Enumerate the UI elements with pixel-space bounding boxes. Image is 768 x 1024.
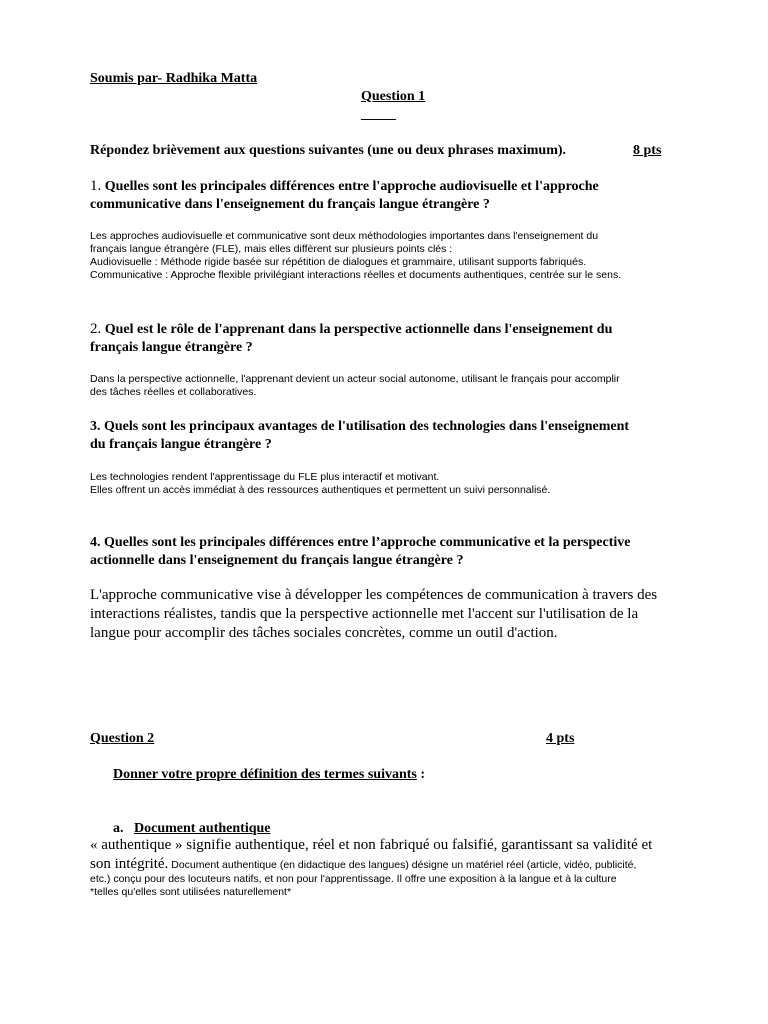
q4-answer-line-1: L'approche communicative vise à développer les compétences de communication à travers des <box>90 587 658 603</box>
q4-title <box>90 534 690 570</box>
item-a-line-2-sans: Document authentique (en didactique des langues) désigne un matériel réel (article, vidéo, publicité, <box>168 859 637 871</box>
question2-points: 4 pts <box>546 731 575 746</box>
q4-answer <box>90 586 690 643</box>
item-a-line-1: « authentique » signifie authentique, réel et non fabriqué ou falsifié, garantissant sa validité et <box>90 837 653 853</box>
q1-answer <box>90 230 690 282</box>
q1-answer-line-1: Les approches audiovisuelle et communicative sont deux méthodologies importantes dans l'enseignement du <box>90 230 599 242</box>
instructions-points: 8 pts <box>633 143 662 158</box>
submitted-by: Soumis par- Radhika Matta <box>90 71 258 86</box>
q4-title-line-1: 4. Quelles sont les principales différences entre l’approche communicative et la perspective <box>90 535 631 550</box>
q1-number: 1. <box>90 178 102 194</box>
q3-title-line-2: du français langue étrangère ? <box>90 437 272 452</box>
q1-answer-line-2: français langue étrangère (FLE), mais elles diffèrent sur plusieurs points clés : <box>90 243 453 255</box>
q1-answer-line-3: Audiovisuelle : Méthode rigide basée sur répétition de dialogues et grammaire, utilisant supports fabriqués. <box>90 256 587 268</box>
q3-title-line-1: 3. Quels sont les principaux avantages de l'utilisation des technologies dans l'enseignement <box>90 419 630 434</box>
question2-instruction-text: Donner votre propre définition des termes suivants <box>113 767 417 782</box>
q2-title-line-1: Quel est le rôle de l'apprenant dans la perspective actionnelle dans l'enseignement du <box>101 322 613 337</box>
item-a-line-2-serif: son intégrité. <box>90 856 169 872</box>
item-a-line-4: *telles qu'elles sont utilisées naturellement* <box>90 886 292 898</box>
q1-title-line-2: communicative dans l'enseignement du français langue étrangère ? <box>90 197 490 212</box>
q3-title <box>90 418 690 454</box>
question1-title: Question 1 <box>361 89 426 104</box>
q3-answer <box>90 471 690 497</box>
q2-title-line-2: français langue étrangère ? <box>90 340 253 355</box>
q3-answer-line-1: Les technologies rendent l'apprentissage du FLE plus interactif et motivant. <box>90 471 440 483</box>
question2-instruction <box>113 766 425 784</box>
q3-answer-line-2: Elles offrent un accès immédiat à des ressources authentiques et permettent un suivi personnalisé. <box>90 484 551 496</box>
q2-answer-line-1: Dans la perspective actionnelle, l'apprenant devient un acteur social autonome, utilisant le français pour accomplir <box>90 373 620 385</box>
q2-answer-line-2: des tâches réelles et collaboratives. <box>90 386 257 398</box>
q2-number: 2. <box>90 321 102 337</box>
q4-answer-line-2: interactions réalistes, tandis que la perspective actionnelle met l'accent sur l'utilisation de la <box>90 606 639 622</box>
q4-title-line-2: actionnelle dans l'enseignement du français langue étrangère ? <box>90 553 464 568</box>
question2-instruction-colon: : <box>416 767 426 782</box>
question2-title: Question 2 <box>90 731 155 746</box>
q1-title-line-1: Quelles sont les principales différences entre l'approche audiovisuelle et l'approche <box>101 179 599 194</box>
q1-title <box>90 177 690 214</box>
q2-title <box>90 320 690 357</box>
item-a-line-3: etc.) conçu pour des locuteurs natifs, et non pour l'apprentissage. Il offre une exposition à la langue et à la culture <box>90 873 617 885</box>
instructions-text: Répondez brièvement aux questions suivantes (une ou deux phrases maximum). <box>90 143 567 158</box>
question1-blank: _____ <box>361 107 396 122</box>
q1-answer-line-4: Communicative : Approche flexible privilégiant interactions réelles et documents authentiques, centrée sur le sens. <box>90 269 622 281</box>
q4-answer-line-3: langue pour accomplir des tâches sociales concrètes, comme un outil d'action. <box>90 625 558 641</box>
item-a-letter: a. <box>113 821 124 836</box>
item-a-line-2 <box>90 855 636 874</box>
q2-answer <box>90 373 690 399</box>
item-a-term: Document authentique <box>134 821 271 836</box>
